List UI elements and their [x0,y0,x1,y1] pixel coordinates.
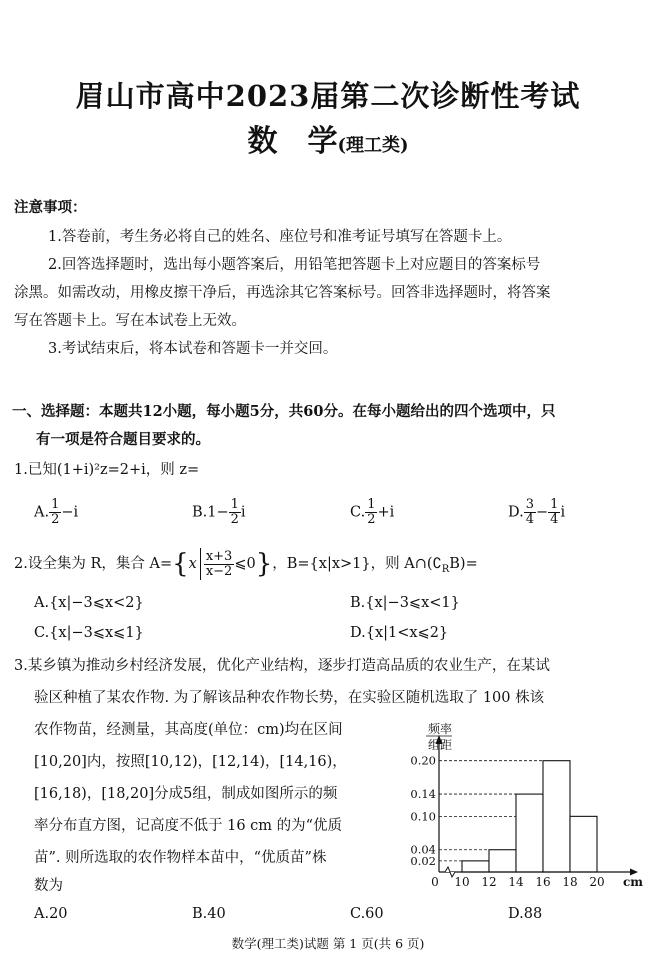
y-tick-label: 0.14 [410,787,436,802]
x-tick-label: 20 [589,875,605,889]
x-unit-label: cm [623,875,644,889]
x-tick-label: 12 [481,875,497,889]
q3-line-1: 3.某乡镇为推动乡村经济发展，优化产业结构，逐步打造高品质的农业生产，在某试 [14,658,550,674]
q3-line-6: 率分布直方图，记高度不低于 16 cm 的为“优质 [34,818,343,834]
q3-option-c: C.60 [350,906,384,922]
histogram-bar [516,794,543,872]
histogram-bar [489,850,516,872]
notice-heading: 注意事项： [14,199,87,216]
q2-option-d: D.{x|1<x⩽2} [350,625,449,641]
q3-option-b: B.40 [192,906,226,922]
q3-line-5: [16,18)，[18,20]分成5组，制成如图所示的频 [34,786,338,802]
subject-type: (理工类) [337,135,409,156]
q3-option-d: D.88 [508,906,543,922]
x-tick-label: 16 [535,875,551,889]
notice-item-2-line2: 涂黑。如需改动，用橡皮擦干净后，再选涂其它答案标号。回答非选择题时，将答案 [14,285,551,301]
q2-option-c: C.{x|−3⩽x⩽1} [34,625,144,641]
histogram-bar [570,816,597,872]
y-tick-label: 0.20 [410,753,436,768]
x-tick-label: 10 [454,875,470,889]
q3-line-2: 验区种植了某农作物. 为了解该品种农作物长势，在实验区随机选取了 100 株该 [34,690,545,706]
page-footer: 数学(理工类)试题 第 1 页(共 6 页) [231,936,425,951]
q2-stem: 2.设全集为 R，集合 A={x $\frac{x+3}{x-2}$ ⩽0}，B={x|x>1}，则 $A\cap(∁_RB)=$ [14,548,478,579]
section-heading-line1: 一、选择题：本题共12小题，每小题5分，共60分。在每小题给出的四个选项中，只 [12,403,556,420]
q3-line-7: 苗”. 则所选取的农作物样本苗中，“优质苗”株 [34,850,327,866]
y-label-top: 频率 [428,722,453,736]
q3-option-a: A.20 [34,906,68,922]
q2-option-b: B.{x|−3⩽x<1} [350,595,460,611]
q1-option-b: B.1− $\frac{1}{2}$ i [192,497,246,527]
frequency-histogram [402,722,652,892]
q2-option-a: A.{x|−3⩽x<2} [34,595,144,611]
histogram-bar [462,861,489,872]
q3-line-4: [10,20]内，按照[10,12)，[12,14)，[14,16)， [34,754,347,770]
q3-line-8: 数为 [34,878,63,894]
q1-option-d: D. $\frac{3}{4}$ − $\frac{1}{4}$ i [508,497,566,527]
y-tick-label: 0.04 [410,842,436,857]
y-tick-label: 0.02 [410,853,436,868]
q1-option-c: C. $\frac{1}{2}$ +i [350,497,395,527]
subject-title [0,116,656,160]
notice-item-2-line1: 2.回答选择题时，选出每小题答案后，用铅笔把答题卡上对应题目的答案标号 [48,257,541,273]
q1-stem: 1.已知(1+i)²z=2+i，则 z= [14,462,200,478]
notice-item-2-line3: 写在答题卡上。写在本试卷上无效。 [14,313,246,329]
y-tick-label: 0.10 [410,809,436,824]
subject-name: 数 学 [247,124,338,159]
histogram-bar [543,761,570,872]
x-tick-label: 14 [508,875,524,889]
notice-item-3: 3.考试结束后，将本试卷和答题卡一并交回。 [48,341,338,357]
q1-option-a: A. $\frac{1}{2}$ −i [34,497,79,527]
section-heading-line2: 有一项是符合题目要求的。 [36,431,210,448]
x-tick-label: 18 [562,875,578,889]
origin-label: 0 [431,875,439,889]
y-label-bottom: 组距 [428,738,453,752]
q3-line-3: 农作物苗，经测量，其高度(单位：cm)均在区间 [34,722,343,738]
notice-item-1: 1.答卷前，考生务必将自己的姓名、座位号和准考证号填写在答题卡上。 [48,229,512,245]
exam-title: 眉山市高中2023届第二次诊断性考试 [75,79,581,113]
